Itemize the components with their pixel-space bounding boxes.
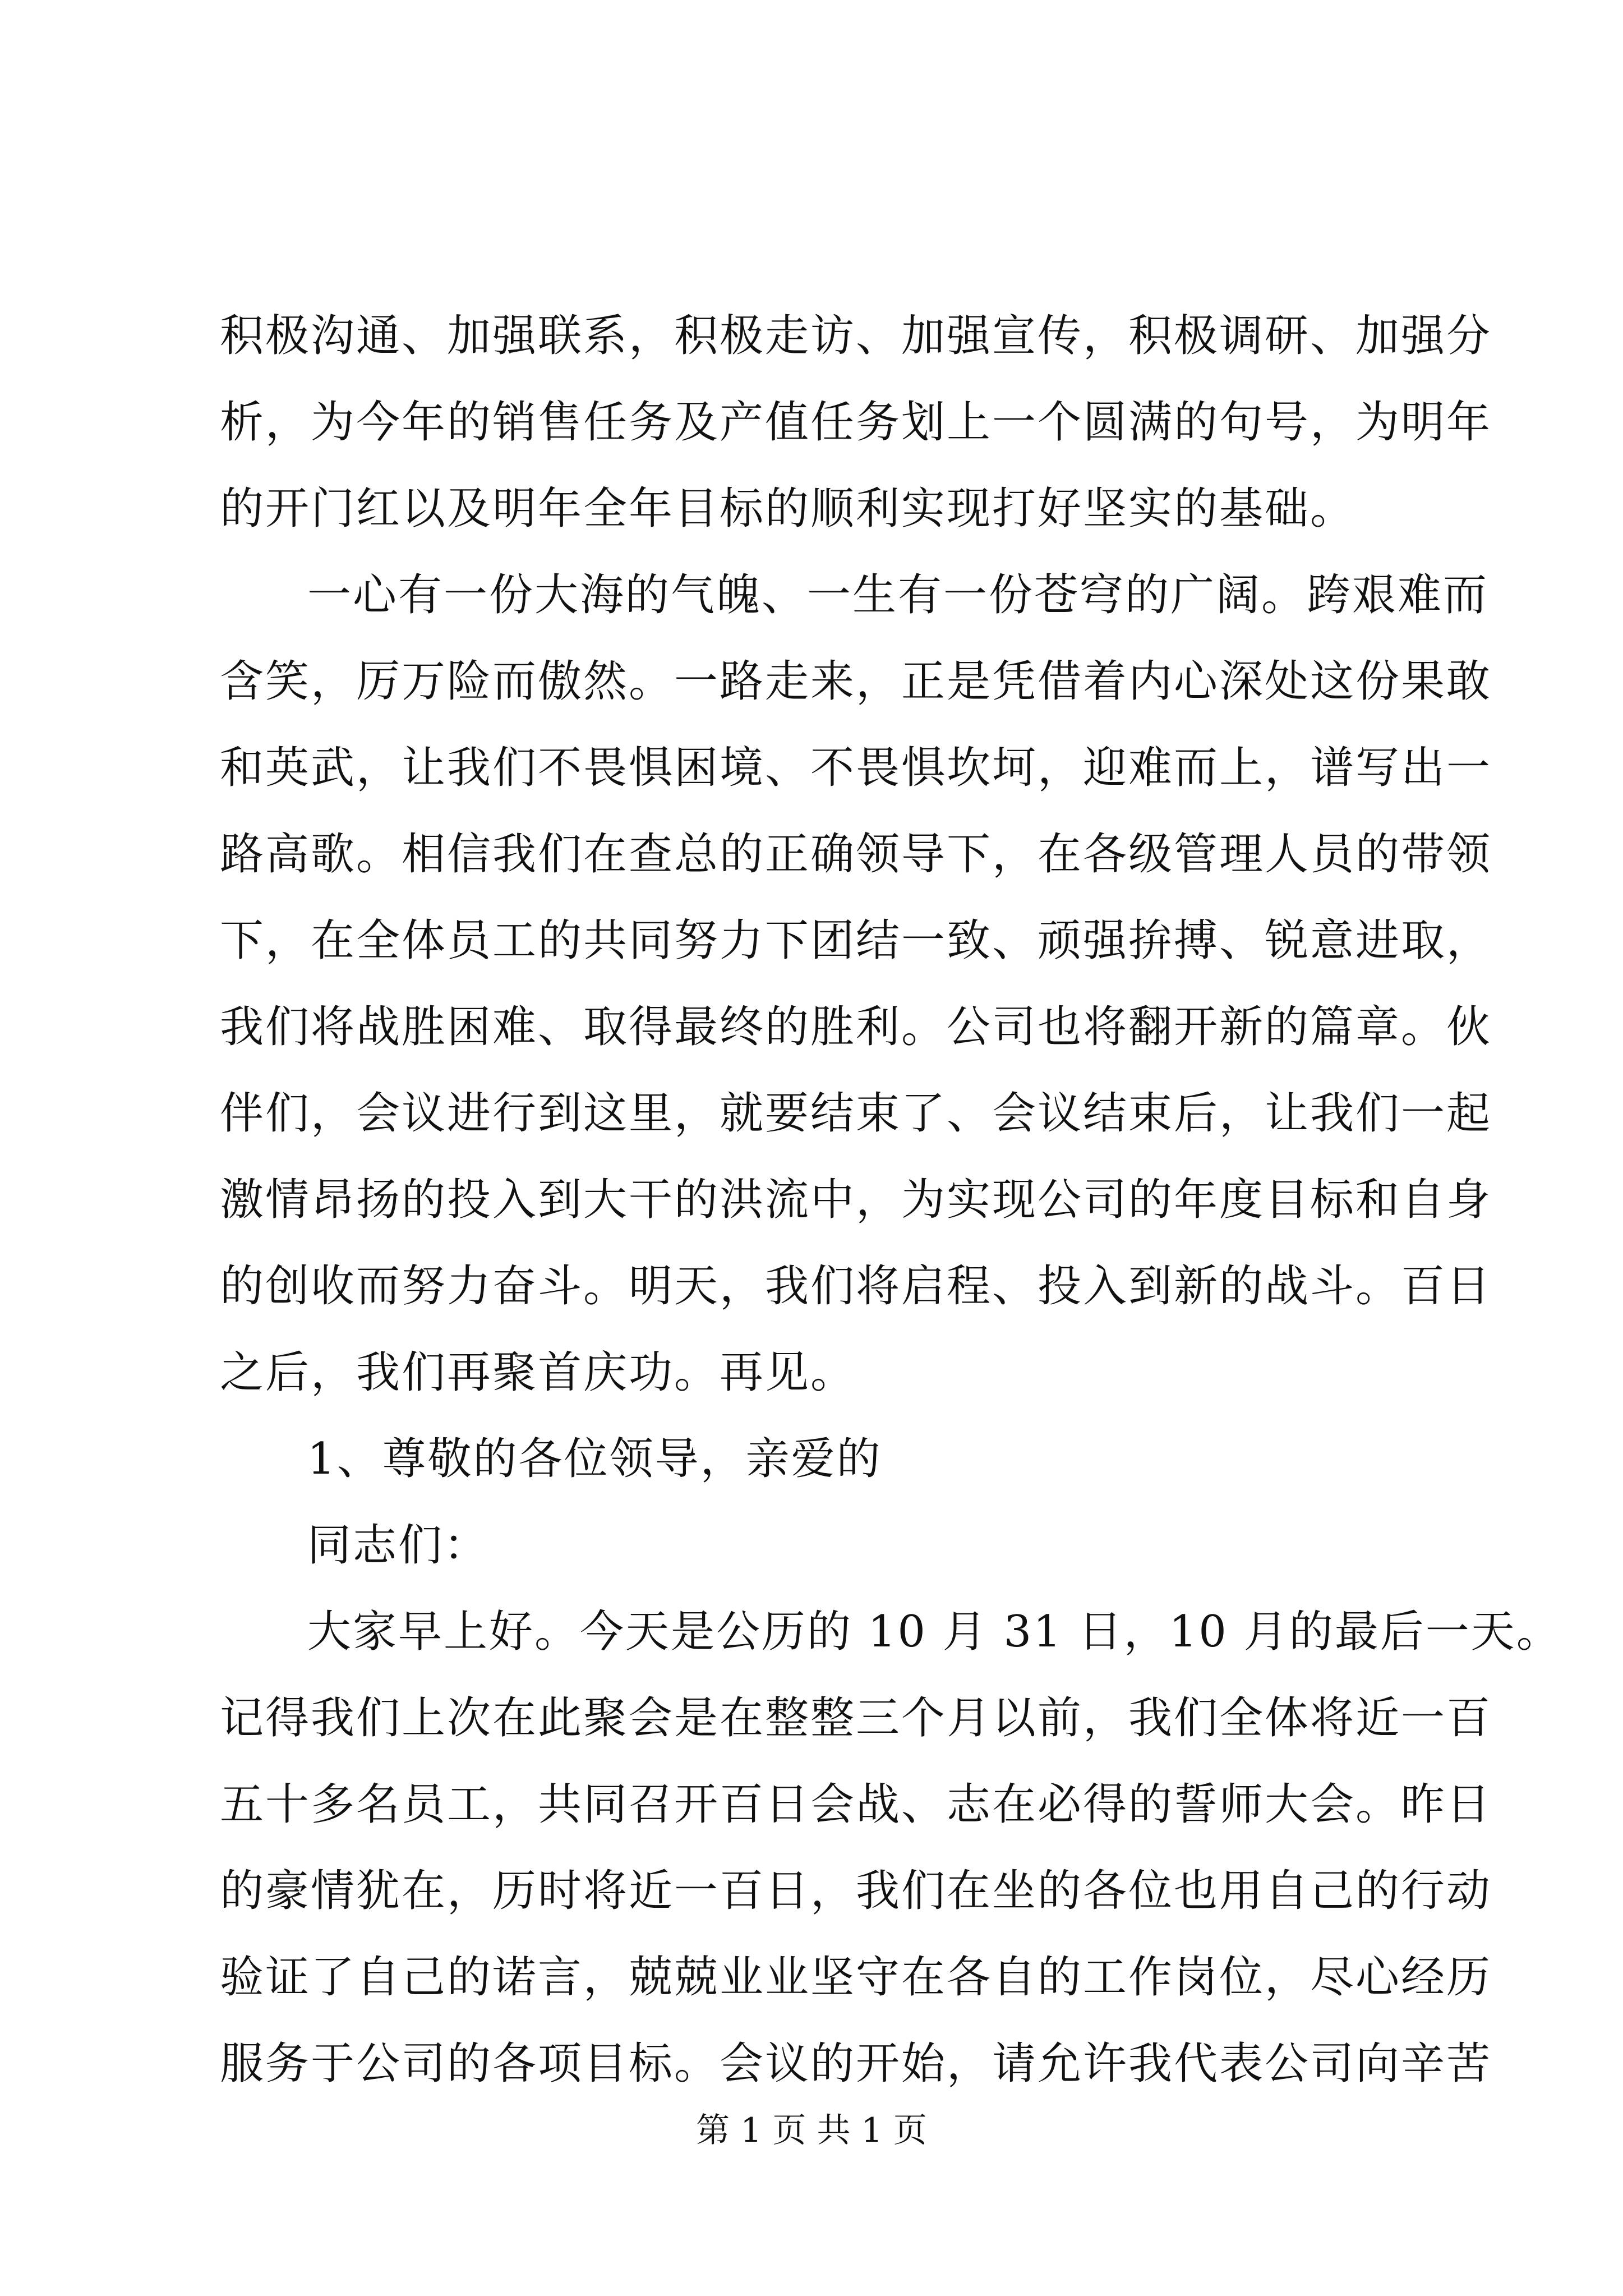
paragraph-line: 伴们，会议进行到这里，就要结束了、会议结束后，让我们一起 <box>220 1088 1492 1139</box>
paragraph-line: 下，在全体员工的共同努力下团结一致、顽强拚搏、锐意进取， <box>220 915 1492 966</box>
paragraph-line: 激情昂扬的投入到大干的洪流中，为实现公司的年度目标和自身 <box>220 1175 1492 1225</box>
paragraph-line: 析，为今年的销售任务及产值任务划上一个圆满的句号，为明年 <box>220 397 1492 448</box>
paragraph-line: 1、尊敬的各位领导，亲爱的 <box>307 1434 882 1484</box>
paragraph-line: 和英武，让我们不畏惧困境、不畏惧坎坷，迎难而上，谱写出一 <box>220 743 1492 793</box>
paragraph-line: 同志们： <box>307 1520 490 1571</box>
paragraph-line: 的创收而努力奋斗。明天，我们将启程、投入到新的战斗。百日 <box>220 1261 1492 1312</box>
paragraph-line: 验证了自己的诺言，兢兢业业坚守在各自的工作岗位，尽心经历 <box>220 1952 1492 2003</box>
paragraph-line: 一心有一份大海的气魄、一生有一份苍穹的广阔。跨艰难而 <box>307 570 1489 620</box>
paragraph-line: 的开门红以及明年全年目标的顺利实现打好坚实的基础。 <box>220 484 1356 534</box>
paragraph-line: 积极沟通、加强联系，积极走访、加强宣传，积极调研、加强分 <box>220 311 1492 361</box>
paragraph-line: 含笑，厉万险而傲然。一路走来，正是凭借着内心深处这份果敢 <box>220 656 1492 707</box>
paragraph-line: 大家早上好。今天是公历的 10 月 31 日，10 月的最后一天。 <box>307 1607 1562 1657</box>
paragraph-line: 服务于公司的各项目标。会议的开始，请允许我代表公司向辛苦 <box>220 2039 1492 2089</box>
paragraph-line: 我们将战胜困难、取得最终的胜利。公司也将翻开新的篇章。伙 <box>220 1002 1492 1052</box>
paragraph-line: 的豪情犹在，历时将近一百日，我们在坐的各位也用自己的行动 <box>220 1866 1492 1916</box>
paragraph-line: 记得我们上次在此聚会是在整整三个月以前，我们全体将近一百 <box>220 1693 1492 1743</box>
paragraph-line: 五十多名员工，共同召开百日会战、志在必得的誓师大会。昨日 <box>220 1779 1492 1830</box>
page-number-footer: 第 1 页 共 1 页 <box>696 2111 927 2150</box>
paragraph-line: 之后，我们再聚首庆功。再见。 <box>220 1347 856 1398</box>
paragraph-line: 路高歌。相信我们在查总的正确领导下，在各级管理人员的带领 <box>220 829 1492 880</box>
